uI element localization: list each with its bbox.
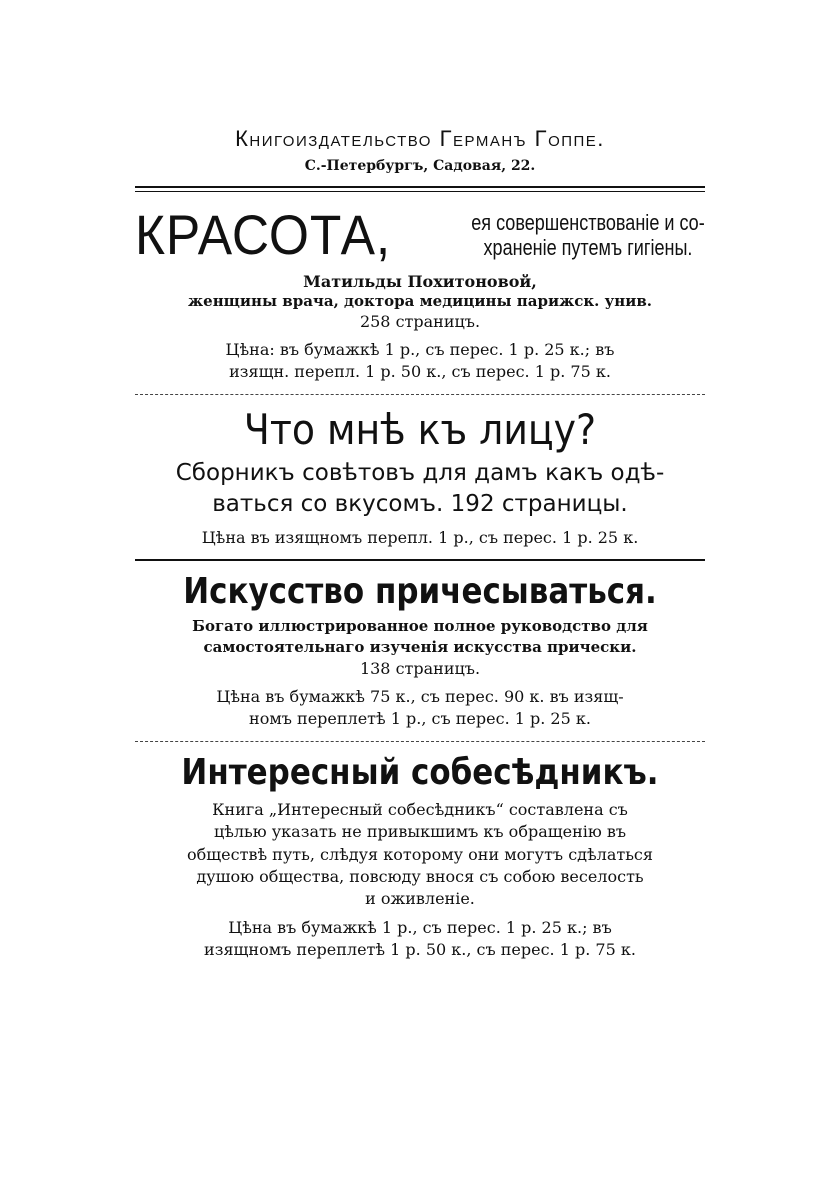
price-line: номъ переплетѣ 1 р., съ перес. 1 р. 25 к. xyxy=(249,709,591,729)
price-line: изящн. перепл. 1 р. 50 к., съ перес. 1 р. 75 к. xyxy=(229,362,611,382)
description-line: и оживленіе. xyxy=(365,889,475,909)
book-krasota xyxy=(135,202,705,384)
book-author: Матильды Похитоновой, xyxy=(303,272,537,291)
price-line: Цѣна въ бумажкѣ 75 к., съ перес. 90 к. въ изящ- xyxy=(216,687,624,707)
book-title: КРАСОТА, xyxy=(135,203,392,266)
subtitle-line: ея совершенствованіе и со- xyxy=(471,209,705,235)
author-description: женщины врача, доктора медицины парижск. унив. xyxy=(188,292,652,310)
book-description xyxy=(135,799,705,911)
book-title: Интересный собесѣдникъ. xyxy=(181,751,659,793)
description-line: Богато иллюстрированное полное руководство для xyxy=(192,617,648,636)
book-subtitle xyxy=(472,210,705,261)
book-title: Что мнѣ къ лицу? xyxy=(243,404,597,454)
section-divider xyxy=(135,394,705,395)
book-price xyxy=(135,917,705,962)
book-description xyxy=(135,458,705,521)
book-price xyxy=(135,339,705,384)
description-line: цѣлью указать не привыкшимъ къ обращенію въ xyxy=(213,822,627,842)
advertisement-page xyxy=(135,118,705,962)
section-divider xyxy=(135,741,705,742)
book-chto-mne-k-litsu xyxy=(135,405,705,550)
description-line: Сборникъ совѣтовъ для дамъ какъ одѣ- xyxy=(175,459,665,486)
price-line: изящномъ переплетѣ 1 р. 50 к., съ перес. 1 р. 75 к. xyxy=(204,940,636,960)
description-line: Книга „Интересный собесѣдникъ“ составлена съ xyxy=(212,799,628,819)
price-line: Цѣна: въ бумажкѣ 1 р., съ перес. 1 р. 25 к.; въ xyxy=(225,339,615,359)
subtitle-line: храненіе путемъ гигіены. xyxy=(483,235,693,260)
book-price xyxy=(135,686,705,731)
book-iskusstvo-prichesyvatsya xyxy=(135,571,705,730)
book-title: Искусство причесываться. xyxy=(183,571,657,613)
header-divider xyxy=(135,186,705,192)
publisher-address: С.-Петербургъ, Садовая, 22. xyxy=(304,158,536,174)
publisher-name: Книгоиздательство Германъ Гоппе. xyxy=(235,126,605,151)
book-description xyxy=(135,616,705,658)
price-line: Цѣна въ бумажкѣ 1 р., съ перес. 1 р. 25 к.; въ xyxy=(228,917,612,937)
page-count: 138 страницъ. xyxy=(359,659,481,679)
book-interesny-sobesednik xyxy=(135,752,705,962)
description-line: самостоятельнаго изученія искусства прически. xyxy=(203,638,637,657)
section-divider xyxy=(135,559,705,561)
description-line: обществѣ путь, слѣдуя которому они могутъ сдѣлаться xyxy=(187,844,653,864)
book-price: Цѣна въ изящномъ перепл. 1 р., съ перес. 1 р. 25 к. xyxy=(201,528,639,548)
page-count: 258 страницъ. xyxy=(359,312,481,332)
description-line: душою общества, повсюду внося съ собою веселость xyxy=(196,867,644,887)
description-line: ваться со вкусомъ. 192 страницы. xyxy=(212,491,628,518)
